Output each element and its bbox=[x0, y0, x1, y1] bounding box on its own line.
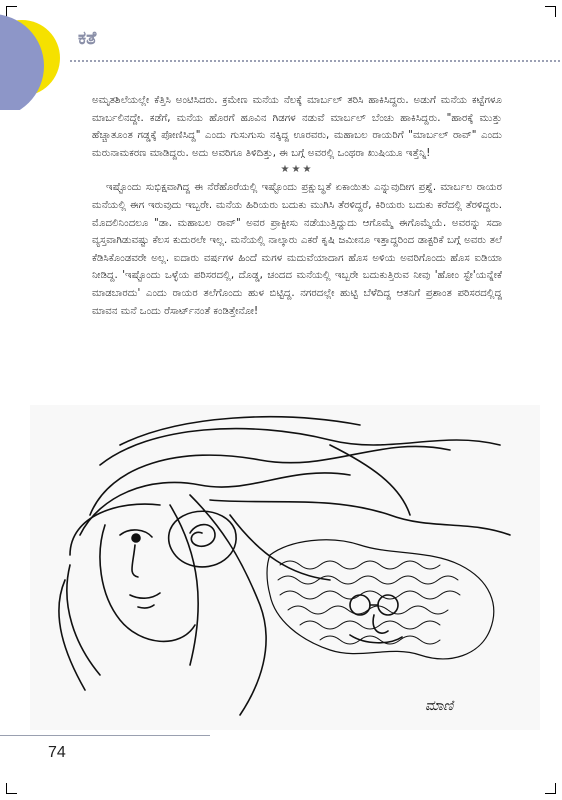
corner-circles-decoration bbox=[0, 0, 70, 110]
page-number: 74 bbox=[48, 744, 66, 761]
header-dotted-rule bbox=[70, 60, 560, 62]
caricature-illustration bbox=[30, 405, 540, 730]
crop-mark-bottom-left bbox=[6, 783, 17, 794]
article-body bbox=[92, 92, 502, 320]
crop-mark-top-right bbox=[545, 6, 556, 17]
article-paragraph: ಅಮೃತಶಿಲೆಯಲ್ಲೇ ಕೆತ್ತಿಸಿ ಅಂಟಿಸಿದರು. ಕ್ರಮೇಣ ಮನೆಯ ನೆಲಕ್ಕೆ ಮಾರ್ಬಲ್ ತರಿಸಿ ಹಾಕಿಸಿದ್ದರು. ಅಡುಗೆ ಮನೆಯ ಕಟ್ಟೆಗಳೂ ಮಾರ್ಬಲಿನದ್ದೇ. ಕಡೆಗೆ, ಮನೆಯ ಹೊರಗೆ ಹೂವಿನ ಗಿಡಗಳ ನಡುವೆ ಮಾರ್ಬಲ್ ಬೆಂಚು ಹಾಕಿಸಿದ್ದರು. "ಹಾರಕ್ಕೆ ಮುತ್ತು ಹೆಚ್ಚಾತೂಂತ ಗಡ್ಡಕ್ಕೆ ಪೋಣಿಸಿದ್ದ" ಎಂದು ಗುಸುಗುಸು ನಕ್ಕಿದ್ದ ಊರವರು, ಮಹಾಬಲ ರಾಯರಿಗೆ "ಮಾರ್ಬಲ್ ರಾವ್" ಎಂದು ಮರುನಾಮಕರಣ ಮಾಡಿದ್ದರು. ಅದು ಅವರಿಗೂ ತಿಳಿದಿತ್ತು, ಈ ಬಗ್ಗೆ ಅವರಲ್ಲಿ ಒಂಥರಾ ಖುಷಿಯೂ ಇತ್ತೆನ್ನಿ! bbox=[92, 95, 502, 159]
footer-rule bbox=[0, 735, 210, 736]
section-divider-stars: ★★★ bbox=[280, 164, 314, 176]
crop-mark-bottom-right bbox=[545, 783, 556, 794]
artist-signature: ಮಾಣಿ bbox=[425, 698, 454, 714]
section-title: ಕತೆ bbox=[78, 28, 97, 49]
article-paragraph: ಇಷ್ಟೊಂದು ಸುಭಿಕ್ಷವಾಗಿದ್ದ ಈ ನೆರೆಹೊರೆಯಲ್ಲಿ ಇಷ್ಟೊಂದು ಪ್ರಕ್ಷುಬ್ಧತೆ ಏಕಾಯಿತು ಎನ್ನುವುದೀಗ ಪ್ರಶ್ನೆ. ಮಾರ್ಬಲ ರಾಯರ ಮನೆಯಲ್ಲಿ ಈಗ ಇರುವುದು ಇಬ್ಬರೇ. ಮನೆಯ ಹಿರಿಯರು ಬದುಕು ಮುಗಿಸಿ ತೆರಳಿದ್ದರೆ, ಕಿರಿಯರು ಬದುಕು ಕರೆದಲ್ಲಿ ತೆರಳಿದ್ದರು. ಮೊದಲಿನಿಂದಲೂ "ಡಾ. ಮಹಾಬಲ ರಾವ್" ಅವರ ಪ್ರಾಕ್ಟೀಸು ನಡೆಯುತ್ತಿದ್ದುದು ಆಗೊಮ್ಮೆ ಈಗೊಮ್ಮೆಯೆ. ಅವರನ್ನು ಸದಾ ವ್ಯಸ್ತವಾಗಿಡುವಷ್ಟು ಕೆಲಸ ಕುದುರಲೇ ಇಲ್ಲ. ಮನೆಯಲ್ಲಿ ನಾಲ್ಕಾರು ಎಕರೆ ಕೃಷಿ ಜಮೀನೂ ಇತ್ತಾದ್ದರಿಂದ ಡಾಕ್ಟರಿಕೆ ಬಗ್ಗೆ ಅವರು ತಲೆ ಕೆಡಿಸಿಕೊಂಡವರೇ ಅಲ್ಲ. ಐದಾರು ವರ್ಷಗಳ ಹಿಂದೆ ಮಗಳ ಮದುವೆಯಾದಾಗ ಹೊಸ ಅಳಿಯ ಅವರಿಗೊಂದು ಹೊಸ ಐಡಿಯಾ ನೀಡಿದ್ದ. 'ಇಷ್ಟೊಂದು ಒಳ್ಳೆಯ ಪರಿಸರದಲ್ಲಿ, ದೊಡ್ಡ, ಚಂದದ ಮನೆಯಲ್ಲಿ ಇಬ್ಬರೇ ಬದುಕುತ್ತಿರುವ ನೀವು 'ಹೋಂ ಸ್ಟೇ'ಯನ್ನೇಕೆ ಮಾಡಬಾರದು' ಎಂದು ರಾಯರ ತಲೆಗೊಂದು ಹುಳ ಬಿಟ್ಟಿದ್ದ. ನಗರದಲ್ಲೇ ಹುಟ್ಟಿ ಬೆಳೆದಿದ್ದ ಆತನಿಗೆ ಪ್ರಶಾಂತ ಪರಿಸರದಲ್ಲಿದ್ದ ಮಾವನ ಮನೆ ಒಂದು ರೆಸಾರ್ಟ್‌ನಂತೆ ಕಂಡಿತ್ತೇನೋ! bbox=[92, 182, 502, 317]
